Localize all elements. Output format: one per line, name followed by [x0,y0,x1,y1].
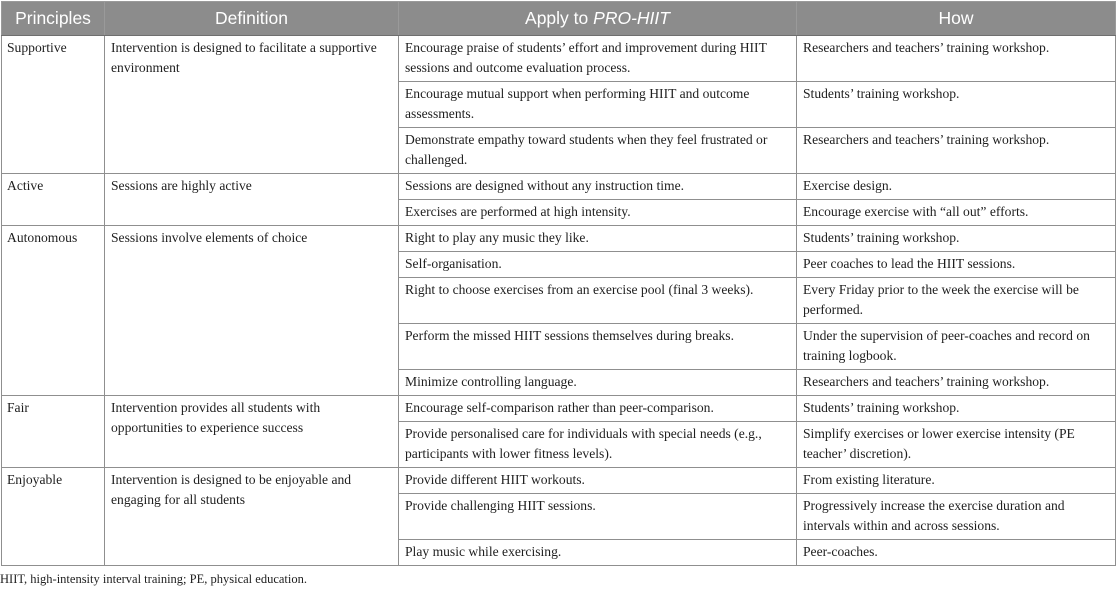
how-cell: Students’ training workshop. [797,226,1116,252]
header-how: How [797,2,1116,36]
apply-cell: Encourage mutual support when performing HIIT and outcome assessments. [399,82,797,128]
principle-cell: Fair [2,396,105,468]
how-cell: Students’ training workshop. [797,396,1116,422]
table-footnote: HIIT, high-intensity interval training; PE, physical education. [0,572,307,586]
how-cell: Exercise design. [797,174,1116,200]
table-row [2,396,1116,422]
header-principles: Principles [2,2,105,36]
how-cell: From existing literature. [797,468,1116,494]
table-row [2,468,1116,494]
how-cell: Students’ training workshop. [797,82,1116,128]
apply-cell: Demonstrate empathy toward students when they feel frustrated or challenged. [399,128,797,174]
definition-cell: Sessions involve elements of choice [105,226,399,396]
header-row [2,2,1116,36]
principle-cell: Supportive [2,36,105,174]
how-cell: Peer-coaches. [797,540,1116,566]
apply-cell: Play music while exercising. [399,540,797,566]
how-cell: Under the supervision of peer-coaches and record on training logbook. [797,324,1116,370]
how-cell: Encourage exercise with “all out” efforts. [797,200,1116,226]
header-definition: Definition [105,2,399,36]
how-cell: Simplify exercises or lower exercise intensity (PE teacher’ discretion). [797,422,1116,468]
apply-cell: Encourage self-comparison rather than peer-comparison. [399,396,797,422]
table-row [2,226,1116,252]
apply-cell: Right to choose exercises from an exercise pool (final 3 weeks). [399,278,797,324]
apply-cell: Self-organisation. [399,252,797,278]
apply-cell: Perform the missed HIIT sessions themselves during breaks. [399,324,797,370]
apply-cell: Exercises are performed at high intensity. [399,200,797,226]
apply-cell: Provide challenging HIIT sessions. [399,494,797,540]
definition-cell: Intervention is designed to facilitate a supportive environment [105,36,399,174]
apply-cell: Provide personalised care for individuals with special needs (e.g., participants with lower fitness levels). [399,422,797,468]
how-cell: Progressively increase the exercise duration and intervals within and across sessions. [797,494,1116,540]
table-row [2,36,1116,82]
how-cell: Peer coaches to lead the HIIT sessions. [797,252,1116,278]
header-apply [399,2,797,36]
definition-cell: Intervention is designed to be enjoyable and engaging for all students [105,468,399,566]
apply-cell: Minimize controlling language. [399,370,797,396]
header-apply-prefix: Apply to [525,8,594,28]
principle-cell: Enjoyable [2,468,105,566]
table-row [2,174,1116,200]
how-cell: Researchers and teachers’ training workshop. [797,370,1116,396]
apply-cell: Provide different HIIT workouts. [399,468,797,494]
principle-cell: Active [2,174,105,226]
definition-cell: Sessions are highly active [105,174,399,226]
apply-cell: Encourage praise of students’ effort and improvement during HIIT sessions and outcome evaluation process. [399,36,797,82]
how-cell: Every Friday prior to the week the exercise will be performed. [797,278,1116,324]
how-cell: Researchers and teachers’ training workshop. [797,128,1116,174]
how-cell: Researchers and teachers’ training workshop. [797,36,1116,82]
apply-cell: Right to play any music they like. [399,226,797,252]
pro-hiit-principles-table [1,1,1116,566]
principle-cell: Autonomous [2,226,105,396]
definition-cell: Intervention provides all students with opportunities to experience success [105,396,399,468]
header-apply-italic: PRO-HIIT [593,8,670,28]
apply-cell: Sessions are designed without any instruction time. [399,174,797,200]
